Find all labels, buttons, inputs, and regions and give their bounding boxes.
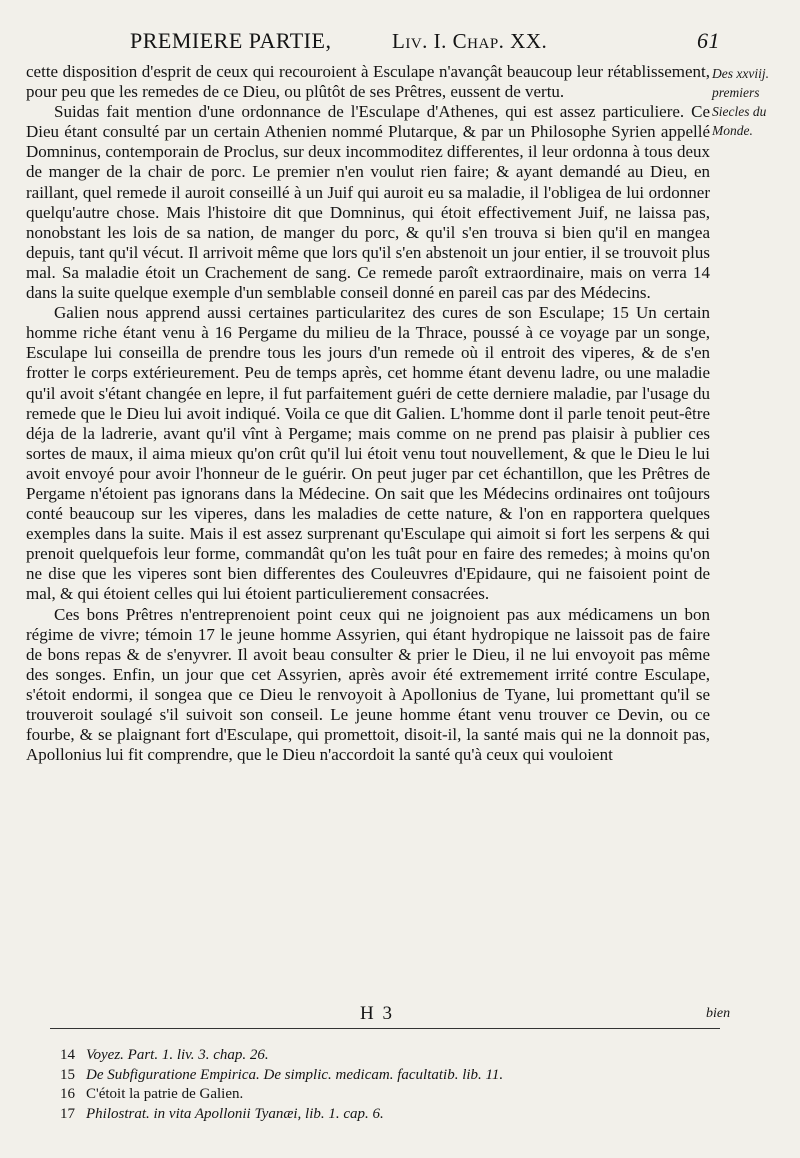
- footnote: [60, 1085, 720, 1105]
- footnote-number: 14: [60, 1047, 75, 1063]
- footnotes: [60, 1046, 720, 1124]
- running-title: PREMIERE PARTIE,: [130, 28, 332, 53]
- paragraph: Galien nous apprend aussi certaines particularitez des cures de son Esculape; 15 Un certain homme riche étant venu à 16 Pergame du milieu de la Thrace, poussé à ce voyage par un songe, Esculape lui conseilla de prendre tous les jours d'un remede où il entroit des viperes, & de s'en frotter le corps extérieurement. Peu de temps après, cet homme étant devenu ladre, ou une maladie qu'il avoit s'étant changée en lepre, il fut parfaitement guéri de cette derniere maladie, par l'usage du remede que le Dieu lui avoit indiqué. Voila ce que dit Galien. L'homme dont il parle tenoit peut-être déja de la ladrerie, avant qu'il vînt à Pergame; mais comme on ne prend pas plaisir à publier ces sortes de maux, il aima mieux qu'on crût qu'il lui étoit venu tout nouvellement, & que le Dieu le lui avoit envoyé pour avoir l'honneur de le guérir. On peut juger par cet échantillon, que les Prêtres de Pergame n'étoient pas ignorans dans la Médecine. On sait que les Médecins ordinaires ont toûjours conté beaucoup sur les viperes, dans les maladies de cette nature, & l'on en rapportera quelques exemples dans la suite. Mais il est assez surprenant qu'Esculape qui aimoit si fort les serpens & qui prenoit quelquefois leur forme, commandât qu'on les tuât pour en faire des remedes; à moins qu'on ne dise que les viperes sont bien differentes des Couleuvres d'Epidaure, qui ne faisoient point de mal, & qui étoient celles qui lui étoient particulierement consacrées.: [26, 303, 710, 604]
- margin-note: Des xxviij. premiers Siecles du Monde.: [712, 66, 769, 138]
- footnote-rule: [50, 1028, 720, 1029]
- running-header: [130, 28, 720, 58]
- footnote: [60, 1105, 720, 1125]
- footnote: [60, 1046, 720, 1066]
- footnote-number: 16: [60, 1086, 75, 1102]
- signature-mark: H 3: [360, 1003, 394, 1024]
- paragraph: Suidas fait mention d'une ordonnance de l'Esculape d'Athenes, qui est assez particuliere. Ce Dieu étant consulté par un certain Athenien nommé Plutarque, & par un Philosophe Syrien appellé Domninus, contemporain de Proclus, sur deux incommoditez differentes, il leur ordonna à tous deux de manger de la chair de porc. Le premier n'en voulut rien faire; & ayant demandé au Dieu, en raillant, quel remede il auroit conseillé à un Juif qui auroit eu sa maladie, il l'obligea de lui ordonner quelqu'autre chose. Mais l'histoire dit que Domninus, qui étoit effectivement Juif, ne laissa pas, nonobstant les lois de sa nation, de manger du porc, & qu'il s'en trouva si bien qu'il en mangea depuis, tant qu'il vécut. Il arrivoit même que lors qu'il s'en abstenoit un jour entier, il se trouvoit plus mal. Sa maladie étoit un Crachement de sang. Ce remede paroît extraordinaire, mais on verra 14 dans la suite quelque exemple d'un semblable conseil donné en pareil cas par des Médecins.: [26, 102, 710, 303]
- footnote-text: De Subfiguratione Empirica. De simplic. medicam. facultatib. lib. 11.: [86, 1066, 504, 1083]
- footnote: [60, 1066, 720, 1086]
- chapter-reference: Liv. I. Chap. XX.: [392, 29, 548, 53]
- paragraph: Ces bons Prêtres n'entreprenoient point ceux qui ne joignoient pas aux médicamens un bon régime de vivre; témoin 17 le jeune homme Assyrien, qui étant hydropique ne laissoit pas de faire de bons repas & de s'enyvrer. Il avoit beau consulter & prier le Dieu, il ne lui envoyoit pas même des songes. Enfin, un jour que cet Assyrien, après avoir été extremement irrité contre Esculape, s'étoit endormi, il songea que ce Dieu le renvoyoit à Apollonius de Tyane, lui promettant qu'il se trouveroit soulagé s'il suivoit son conseil. Le jeune homme étant venu trouver ce Devin, ou ce fourbe, & se plaignant fort d'Esculape, qui promettoit, disoit-il, la santé mais qui ne la donnoit pas, Apollonius lui fit comprendre, que le Dieu n'accordoit la santé qu'à ceux qui vouloient: [26, 604, 710, 765]
- footnote-number: 17: [60, 1105, 75, 1122]
- footnote-number: 15: [60, 1066, 75, 1083]
- paragraph: cette disposition d'esprit de ceux qui recouroient à Esculape n'avançât beaucoup leur rétablissement, pour peu que les remedes de ce Dieu, ou plûtôt de ses Prêtres, eussent de vertu.: [26, 62, 710, 102]
- footnote-text: C'étoit la patrie de Galien.: [86, 1086, 244, 1102]
- main-text: [26, 62, 710, 765]
- footnote-text: Philostrat. in vita Apollonii Tyanæi, lib. 1. cap. 6.: [86, 1105, 384, 1122]
- footnote-text: Voyez. Part. 1. liv. 3. chap. 26.: [86, 1047, 269, 1063]
- catchword: bien: [706, 1006, 731, 1021]
- page-number: 61: [697, 28, 720, 53]
